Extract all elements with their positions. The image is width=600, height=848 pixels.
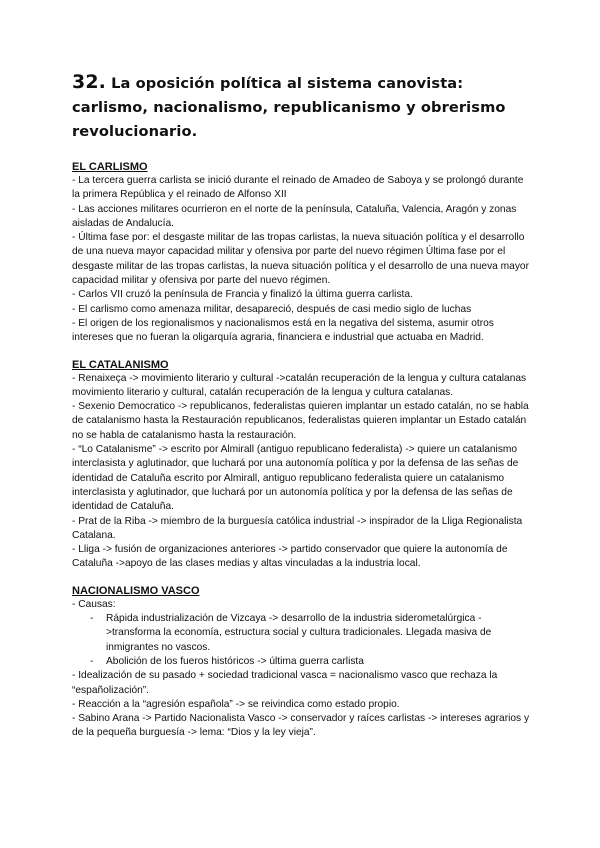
paragraph: - Las acciones militares ocurrieron en el norte de la península, Cataluña, Valencia, Aragón y zonas aisladas de Andalucía. bbox=[72, 203, 517, 229]
section-heading: EL CATALANISMO bbox=[72, 358, 169, 371]
title-number: 32. bbox=[72, 71, 106, 93]
bullet-text: Rápida industrialización de Vizcaya -> desarrollo de la industria siderometalúrgica ->transforma la economía, estructura social y cultura tradicionales. Llegada masiva de inmigrantes no vascos. bbox=[106, 613, 492, 653]
section-catalanismo bbox=[72, 358, 532, 572]
paragraph: - Prat de la Riba -> miembro de la burguesía católica industrial -> inspirador de la Lliga Regionalista Catalana. bbox=[72, 515, 523, 541]
paragraph: - Carlos VII cruzó la península de Francia y finalizó la última guerra carlista. bbox=[72, 289, 413, 301]
paragraph: - Sexenio Democratico -> republicanos, federalistas quieren implantar un estado catalán, no se habla de catalanismo hasta la Restauración republicanos, federalistas quieren implantar un Estado catalán no se habla de catalanismo hasta la restauración. bbox=[72, 401, 529, 441]
paragraph: - Lliga -> fusión de organizaciones anteriores -> partido conservador que quiere la autonomía de Cataluña ->apoyo de las clases medias y altas vinculadas a la industria local. bbox=[72, 544, 508, 570]
bullet-item bbox=[72, 612, 532, 655]
document-page bbox=[72, 70, 532, 753]
paragraph: - Reacción a la “agresión española” -> se reivindica como estado propio. bbox=[72, 698, 400, 710]
paragraph: - La tercera guerra carlista se inició durante el reinado de Amadeo de Saboya y se prolongó durante la primera República y el reinado de Alfonso XII bbox=[72, 175, 524, 201]
paragraph: - Causas: bbox=[72, 598, 116, 610]
bullet-dash: - bbox=[90, 655, 94, 667]
bullet-text: Abolición de los fueros históricos -> última guerra carlista bbox=[106, 655, 364, 667]
bullet-dash: - bbox=[90, 613, 94, 625]
bullet-item bbox=[72, 655, 532, 669]
paragraph: - Sabino Arana -> Partido Nacionalista Vasco -> conservador y raíces carlistas -> intereses agrarios y de la pequeña burguesía -> lema: “Dios y la ley vieja”. bbox=[72, 713, 530, 739]
paragraph: - El carlismo como amenaza militar, desapareció, después de casi medio siglo de luchas bbox=[72, 303, 472, 315]
title-text: La oposición política al sistema canovista: carlismo, nacionalismo, republicanismo y obrerismo revolucionario. bbox=[72, 75, 506, 140]
section-carlismo bbox=[72, 160, 532, 346]
section-heading: EL CARLISMO bbox=[72, 161, 148, 173]
paragraph: - El origen de los regionalismos y nacionalismos está en la negativa del sistema, asumir otros intereses que no fueran la oligarquía agraria, financiera e industrial que actuaba en Madrid. bbox=[72, 317, 494, 344]
section-nacionalismo-vasco bbox=[72, 584, 532, 741]
paragraph: - Renaixeça -> movimiento literario y cultural ->catalán recuperación de la lengua y cultura catalanas movimiento literario y cultural, catalán recuperación de la lengua y cultura catalanas. bbox=[72, 372, 527, 398]
paragraph: - “Lo Catalanisme” -> escrito por Almirall (antiguo republicano federalista) -> quiere un catalanismo interclasista y aglutinador, que luchará por una autonomía política y por la defensa de las señas de identidad de Cataluña escrito por Almirall, antiguo republicano federalista quiere un catalanismo interclasista y aglutinador, que luchará por un autonomía política y por la defensa de las señas de identidad de Cataluña. bbox=[72, 444, 519, 513]
paragraph: - Última fase por: el desgaste militar de las tropas carlistas, la nueva situación política y el desarrollo de una nueva mayor capacidad militar y ofensiva por parte del nuevo régimen Última fase por el desgaste militar de las tropas carlistas, la nueva situación política y el desarrollo de una nueva mayor capacidad militar y ofensiva por parte del nuevo régimen. bbox=[72, 232, 529, 287]
paragraph: - Idealización de su pasado + sociedad tradicional vasca = nacionalismo vasco que rechaza la “españolización”. bbox=[72, 670, 498, 696]
document-title bbox=[72, 70, 532, 144]
section-heading: NACIONALISMO VASCO bbox=[72, 584, 200, 597]
